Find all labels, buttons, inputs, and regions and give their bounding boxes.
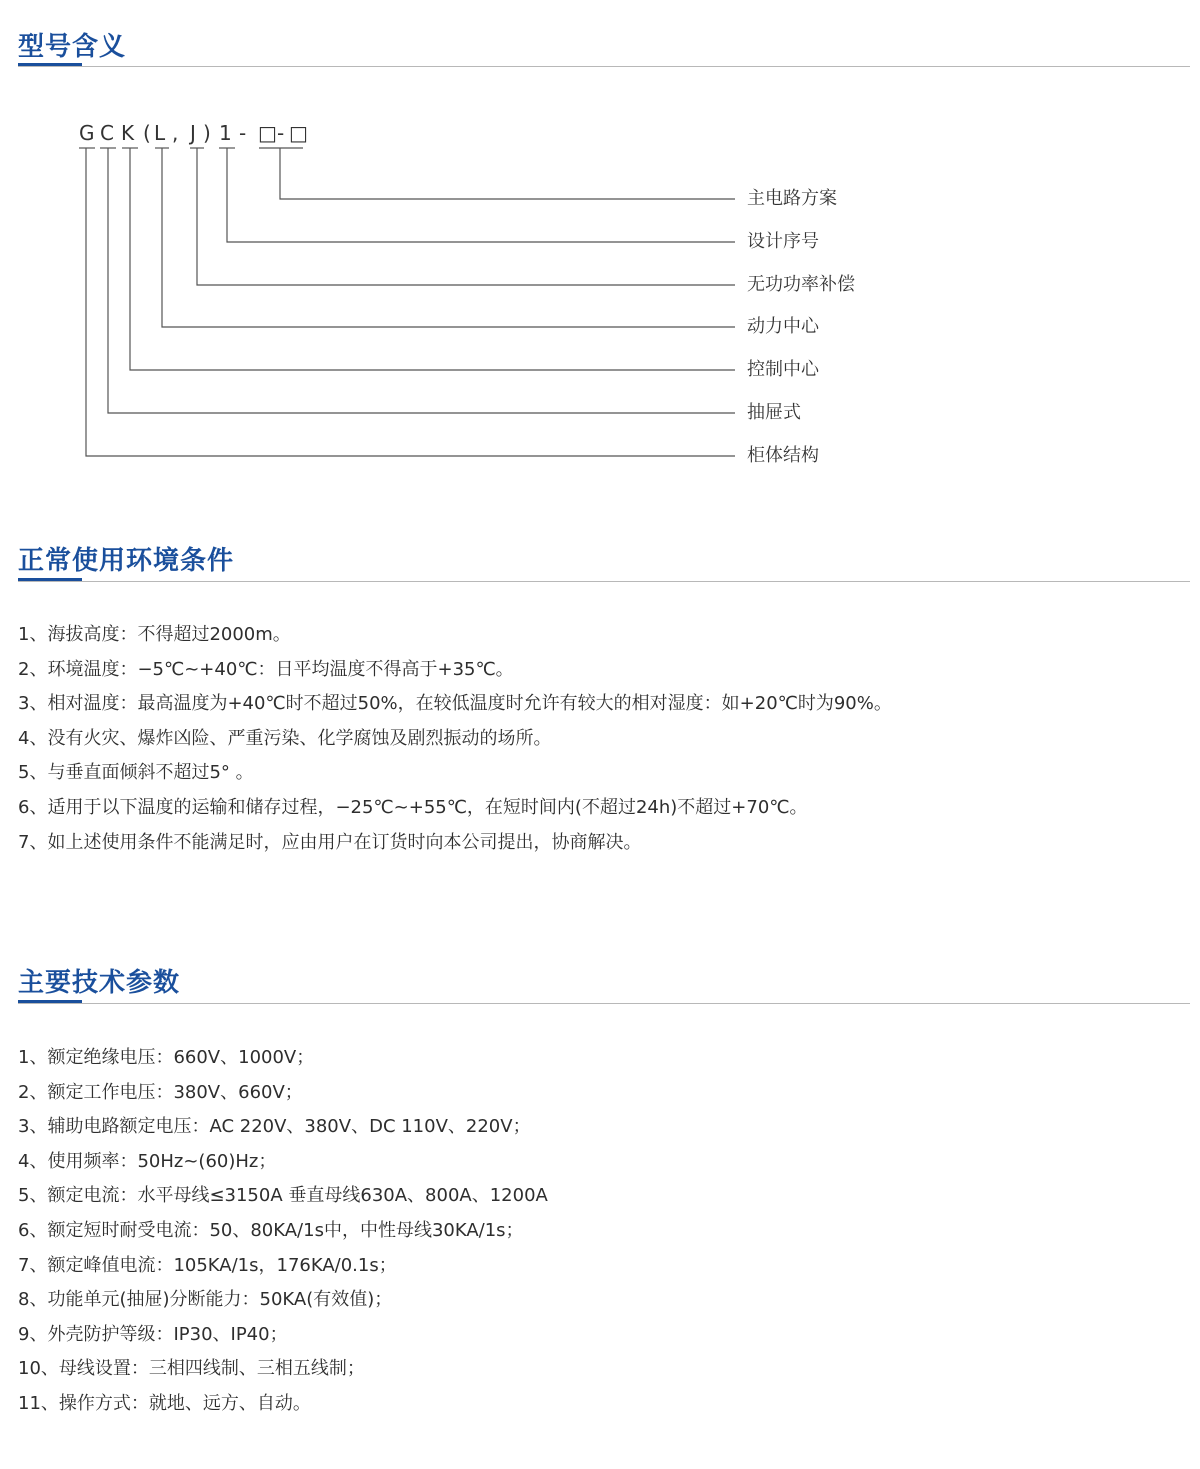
line-main-circuit (280, 148, 735, 199)
section-divider (18, 581, 1190, 582)
list-item: 3、辅助电路额定电压：AC 220V、380V、DC 110V、220V； (18, 1116, 531, 1138)
meaning-design-serial: 设计序号 (747, 231, 819, 252)
meaning-control-center: 控制中心 (747, 359, 819, 380)
line-control-center (130, 148, 735, 370)
code-char-g: G (79, 121, 95, 145)
tech-params-list (18, 1041, 548, 1422)
list-item: 2、额定工作电压：380V、660V； (18, 1081, 303, 1103)
code-char-box2: □ (289, 121, 308, 145)
meaning-cabinet-structure: 柜体结构 (747, 445, 819, 466)
meaning-reactive-power: 无功功率补偿 (747, 274, 855, 295)
code-char-1: 1 (219, 121, 232, 145)
code-char-c: C (100, 121, 114, 145)
section-title-environment: 正常使用环境条件 (18, 546, 235, 576)
line-design-serial (227, 148, 735, 242)
meaning-main-circuit: 主电路方案 (747, 188, 837, 209)
section-title-tech-params: 主要技术参数 (18, 968, 181, 998)
list-item: 4、没有火灾、爆炸凶险、严重污染、化学腐蚀及剧烈振动的场所。 (18, 727, 552, 749)
list-item: 4、使用频率：50Hz~(60)Hz； (18, 1150, 277, 1172)
section-divider (18, 1003, 1190, 1004)
list-item: 5、与垂直面倾斜不超过5° 。 (18, 762, 254, 784)
environment-list (18, 618, 892, 860)
list-item: 8、功能单元(抽屉)分断能力：50KA(有效值)； (18, 1289, 393, 1311)
list-item: 5、额定电流：水平母线≤3150A 垂直母线630A、800A、1200A (18, 1185, 548, 1207)
list-item: 6、适用于以下温度的运输和储存过程，−25℃~+55℃，在短时间内(不超过24h)不超过+70℃。 (18, 796, 808, 818)
code-char-l: L (154, 121, 166, 145)
code-char-j: J (190, 121, 196, 145)
list-item: 11、操作方式：就地、远方、自动。 (18, 1392, 311, 1414)
list-item: 7、额定峰值电流：105KA/1s，176KA/0.1s； (18, 1254, 397, 1276)
list-item: 7、如上述使用条件不能满足时，应由用户在订货时向本公司提出，协商解决。 (18, 831, 642, 853)
line-power-center (162, 148, 735, 327)
code-char-box1: □ (258, 121, 277, 145)
meaning-power-center: 动力中心 (747, 316, 819, 337)
connector-lines (0, 0, 1200, 500)
code-char-dash2: - (277, 121, 285, 145)
list-item: 9、外壳防护等级：IP30、IP40； (18, 1323, 288, 1345)
code-char-dash1: - (239, 121, 247, 145)
code-char-rparen: ) (203, 121, 211, 145)
model-code-diagram (0, 0, 1200, 500)
code-char-comma: , (172, 121, 179, 145)
list-item: 10、母线设置：三相四线制、三相五线制； (18, 1358, 365, 1380)
code-char-k: K (121, 121, 135, 145)
list-item: 6、额定短时耐受电流：50、80KA/1s中，中性母线30KA/1s； (18, 1219, 524, 1241)
section-title-model: 型号含义 (18, 32, 127, 62)
meaning-drawer-type: 抽屉式 (747, 402, 801, 423)
line-cabinet-structure (86, 148, 735, 456)
list-item: 2、环境温度：−5℃~+40℃：日平均温度不得高于+35℃。 (18, 658, 514, 680)
line-reactive-power (197, 148, 735, 285)
list-item: 3、相对温度：最高温度为+40℃时不超过50%，在较低温度时允许有较大的相对湿度：如+20℃时为90%。 (18, 693, 892, 715)
line-drawer-type (108, 148, 735, 413)
list-item: 1、海拔高度：不得超过2000m。 (18, 624, 291, 645)
code-char-lparen: ( (143, 121, 151, 145)
list-item: 1、额定绝缘电压：660V、1000V； (18, 1047, 315, 1068)
